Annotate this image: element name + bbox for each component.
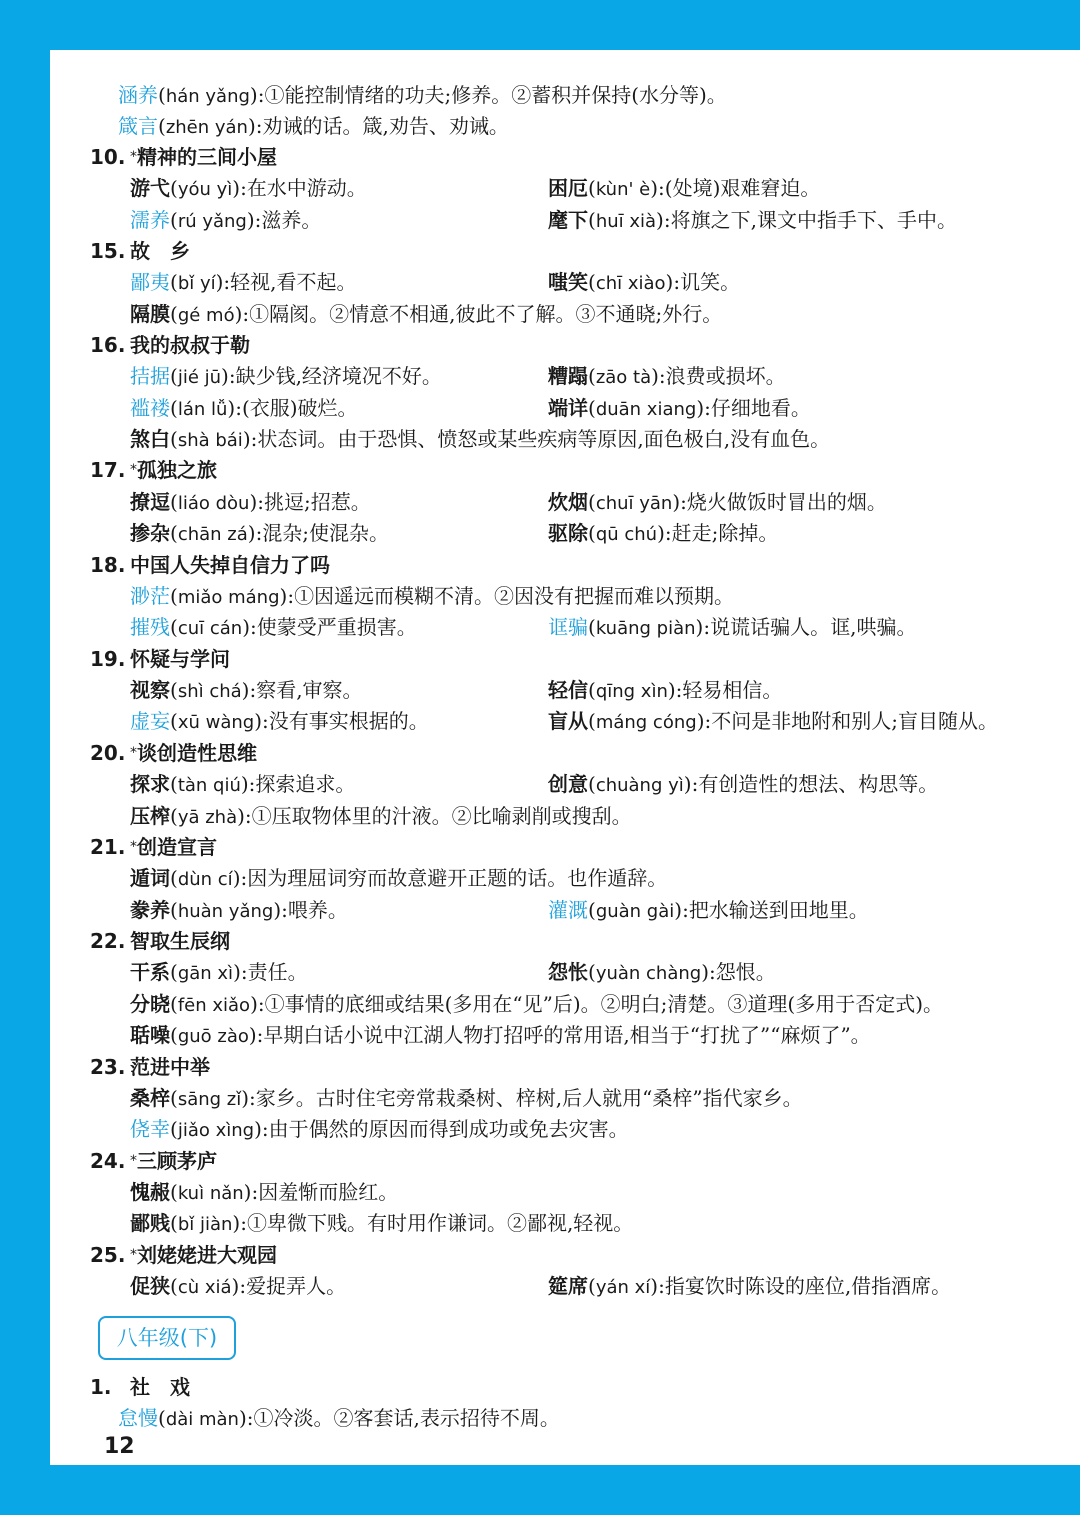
vocab-entry: 困厄(kùn' è):(处境)艰难窘迫。 [548,176,821,200]
lesson-number: 25. [90,1243,126,1267]
vocab-pinyin: qīng xìn [595,681,668,702]
vocab-definition: 滋养。 [261,208,322,232]
vocab-word: 侥幸 [130,1117,170,1141]
vocab-pinyin: yóu yì [177,179,233,200]
vocab-word: 遁词 [130,866,170,890]
lesson-title [90,455,217,486]
vocab-word: 嗤笑 [548,270,588,294]
vocab-pinyin: máng cóng [595,712,697,733]
self-study-mark: * [130,839,137,855]
lesson-number: 15. [90,239,126,263]
vocab-definition: ①能控制情绪的功夫;修养。②蓄积并保持(水分等)。 [264,83,727,107]
vocab-word: 促狭 [130,1274,170,1298]
vocab-entry: 愧赧(kuì nǎn):因羞惭而脸红。 [130,1180,399,1204]
lesson-title [90,1146,217,1177]
vocab-entry: 轻信(qīng xìn):轻易相信。 [548,678,783,702]
vocab-pinyin: yā zhà [177,807,238,828]
vocab-definition: 因羞惭而脸红。 [258,1180,399,1204]
vocab-definition: 不问是非地附和别人;盲目随从。 [711,709,998,733]
vocab-pinyin: huī xià [595,211,657,232]
vocab-entry: 诓骗(kuāng piàn):说谎话骗人。诓,哄骗。 [548,615,917,639]
vocab-pinyin: sāng zǐ [177,1089,242,1110]
vocab-definition: (衣服)破烂。 [241,396,358,420]
vocab-pinyin: miǎo máng [177,587,280,608]
vocab-definition: 责任。 [247,960,308,984]
vocab-definition: 爱捉弄人。 [246,1274,347,1298]
vocab-word: 濡养 [130,208,170,232]
lesson-name: 刘姥姥进大观园 [137,1243,277,1267]
vocab-word: 分晓 [130,992,170,1016]
vocab-entry: 干系(gān xì):责任。 [130,960,308,984]
vocab-definition: 喂养。 [287,898,348,922]
vocab-pinyin: cù xiá [177,1277,232,1298]
vocab-definition: 没有事实根据的。 [268,709,429,733]
vocab-entry: 端详(duān xiang):仔细地看。 [548,396,811,420]
lesson-name: 谈创造性思维 [137,741,257,765]
lesson-title [90,330,250,361]
vocab-pinyin: guàn gài [595,901,675,922]
lesson-number: 17. [90,458,126,482]
vocab-entry: 遁词(dùn cí):因为理屈词穷而故意避开正题的话。也作遁辞。 [130,866,668,890]
vocab-definition: 状态词。由于恐惧、愤怒或某些疾病等原因,面色极白,没有血色。 [257,427,831,451]
vocab-definition: 使蒙受严重损害。 [256,615,417,639]
vocab-pinyin: chuàng yì [595,775,684,796]
vocab-definition: 探索追求。 [255,772,356,796]
vocab-definition: 早期白话小说中江湖人物打招呼的常用语,相当于“打扰了”“麻烦了”。 [263,1023,871,1047]
vocab-word: 游弋 [130,176,170,200]
vocab-definition: 轻视,看不起。 [230,270,357,294]
vocab-entry: 豢养(huàn yǎng):喂养。 [130,898,348,922]
vocab-pinyin: chān zá [177,524,248,545]
vocab-pinyin: kùn' è [595,179,651,200]
vocab-entry: 掺杂(chān zá):混杂;使混杂。 [130,521,390,545]
vocab-pinyin: chī xiào [595,273,666,294]
vocab-word: 褴褛 [130,396,170,420]
vocab-entry: 探求(tàn qiú):探索追求。 [130,772,356,796]
self-study-mark: * [130,745,137,761]
vocab-definition: ①压取物体里的汁液。②比喻剥削或搜刮。 [251,804,632,828]
vocab-definition: 仔细地看。 [710,396,811,420]
vocab-entry: 麾下(huī xià):将旗之下,课文中指手下、手中。 [548,208,957,232]
vocab-entry: 压榨(yā zhà):①压取物体里的汁液。②比喻剥削或搜刮。 [130,804,632,828]
vocab-definition: 怨恨。 [715,960,776,984]
vocab-pinyin: kuì nǎn [177,1183,244,1204]
vocab-definition: 浪费或损坏。 [665,364,786,388]
vocab-entry: 隔膜(gé mó):①隔阂。②情意不相通,彼此不了解。③不通晓;外行。 [130,302,723,326]
lesson-number: 21. [90,835,126,859]
vocab-pinyin: xū wàng [177,712,255,733]
vocab-pinyin: bǐ yí [177,273,216,294]
lesson-name: 怀疑与学问 [130,647,230,671]
vocab-entry: 驱除(qū chú):赶走;除掉。 [548,521,779,545]
grade-section-label: 八年级(下) [98,1316,236,1360]
lesson-number: 22. [90,929,126,953]
vocab-pinyin: dùn cí [177,869,233,890]
vocab-entry: 怠慢(dài màn):①冷淡。②客套话,表示招待不周。 [118,1406,560,1430]
vocab-word: 鄙夷 [130,270,170,294]
vocab-pinyin: liáo dòu [177,493,250,514]
vocab-definition: ①事情的底细或结果(多用在“见”后)。②明白;清楚。③道理(多用于否定式)。 [264,992,944,1016]
vocab-definition: 混杂;使混杂。 [262,521,390,545]
vocab-word: 涵养 [118,83,158,107]
vocab-word: 干系 [130,960,170,984]
vocab-entry: 涵养(hán yǎng):①能控制情绪的功夫;修养。②蓄积并保持(水分等)。 [118,83,727,107]
vocab-word: 困厄 [548,176,588,200]
lesson-name: 精神的三间小屋 [137,145,277,169]
vocab-definition: 讥笑。 [680,270,741,294]
vocab-word: 创意 [548,772,588,796]
vocab-definition: 说谎话骗人。诓,哄骗。 [710,615,917,639]
vocab-definition: 劝诫的话。箴,劝告、劝诫。 [262,114,509,138]
vocab-pinyin: tàn qiú [177,775,241,796]
vocab-definition: 烧火做饭时冒出的烟。 [686,490,887,514]
vocab-word: 聒噪 [130,1023,170,1047]
lesson-title [90,1240,277,1271]
vocab-word: 撩逗 [130,490,170,514]
vocab-pinyin: hán yǎng [165,86,250,107]
vocab-word: 端详 [548,396,588,420]
lesson-name: 孤独之旅 [137,458,217,482]
vocab-pinyin: huàn yǎng [177,901,274,922]
vocab-pinyin: chuī yān [595,493,673,514]
vocab-pinyin: gé mó [177,305,235,326]
lesson-number: 19. [90,647,126,671]
vocab-definition: ①卑微下贱。有时用作谦词。②鄙视,轻视。 [246,1211,634,1235]
self-study-mark: * [130,1247,137,1263]
vocab-entry: 创意(chuàng yì):有创造性的想法、构思等。 [548,772,939,796]
vocab-word: 煞白 [130,427,170,451]
vocab-entry: 桑梓(sāng zǐ):家乡。古时住宅旁常栽桑树、梓树,后人就用“桑梓”指代家乡。 [130,1086,803,1110]
lesson-title [90,1372,190,1403]
vocab-pinyin: dài màn [165,1409,239,1430]
vocab-definition: 将旗之下,课文中指手下、手中。 [670,208,957,232]
vocab-word: 麾下 [548,208,588,232]
vocab-pinyin: lán lǚ [177,399,228,420]
self-study-mark: * [130,1153,137,1169]
vocab-word: 压榨 [130,804,170,828]
vocab-pinyin: jiǎo xìng [177,1120,255,1141]
vocab-entry: 侥幸(jiǎo xìng):由于偶然的原因而得到成功或免去灾害。 [130,1117,629,1141]
vocab-pinyin: guō zào [177,1026,249,1047]
vocab-definition: 有创造性的想法、构思等。 [698,772,939,796]
vocab-pinyin: bǐ jiàn [177,1214,233,1235]
vocab-word: 拮据 [130,364,170,388]
vocab-pinyin: duān xiang [595,399,697,420]
vocab-word: 摧残 [130,615,170,639]
vocab-entry: 褴褛(lán lǚ):(衣服)破烂。 [130,396,358,420]
vocab-pinyin: fēn xiǎo [177,995,251,1016]
vocab-entry: 分晓(fēn xiǎo):①事情的底细或结果(多用在“见”后)。②明白;清楚。③道理(多用于否定式)。 [130,992,944,1016]
vocab-entry: 盲从(máng cóng):不问是非地附和别人;盲目随从。 [548,709,998,733]
vocab-definition: 轻易相信。 [682,678,783,702]
vocab-definition: 在水中游动。 [246,176,367,200]
lesson-name: 范进中举 [130,1055,210,1079]
vocab-definition: 挑逗;招惹。 [263,490,371,514]
lesson-title [90,644,230,675]
vocab-entry: 视察(shì chá):察看,审察。 [130,678,363,702]
vocab-word: 探求 [130,772,170,796]
vocab-entry: 炊烟(chuī yān):烧火做饭时冒出的烟。 [548,490,887,514]
vocab-word: 诓骗 [548,615,588,639]
lesson-number: 20. [90,741,126,765]
vocab-word: 渺茫 [130,584,170,608]
lesson-name: 社 戏 [130,1375,190,1399]
vocab-entry: 游弋(yóu yì):在水中游动。 [130,176,367,200]
self-study-mark: * [130,149,137,165]
vocab-definition: 察看,审察。 [256,678,363,702]
vocab-definition: 由于偶然的原因而得到成功或免去灾害。 [268,1117,629,1141]
vocab-pinyin: yuàn chàng [595,963,702,984]
lesson-number: 10. [90,145,126,169]
vocab-entry: 箴言(zhēn yán):劝诫的话。箴,劝告、劝诫。 [118,114,509,138]
lesson-title [90,236,190,267]
vocab-pinyin: gān xì [177,963,234,984]
vocab-pinyin: shà bái [177,430,243,451]
vocab-entry: 筵席(yán xí):指宴饮时陈设的座位,借指酒席。 [548,1274,952,1298]
vocab-definition: 因为理屈词穷而故意避开正题的话。也作遁辞。 [247,866,668,890]
vocab-pinyin: shì chá [177,681,242,702]
vocab-word: 糟蹋 [548,364,588,388]
vocab-word: 轻信 [548,678,588,702]
lesson-number: 18. [90,553,126,577]
vocab-entry: 怨怅(yuàn chàng):怨恨。 [548,960,776,984]
vocab-word: 隔膜 [130,302,170,326]
vocab-word: 视察 [130,678,170,702]
vocab-word: 鄙贱 [130,1211,170,1235]
vocab-entry: 濡养(rú yǎng):滋养。 [130,208,322,232]
lesson-title [90,1052,210,1083]
vocab-entry: 摧残(cuī cán):使蒙受严重损害。 [130,615,417,639]
vocab-word: 筵席 [548,1274,588,1298]
vocab-word: 灌溉 [548,898,588,922]
vocab-entry: 糟蹋(zāo tà):浪费或损坏。 [548,364,786,388]
vocab-word: 桑梓 [130,1086,170,1110]
vocab-entry: 鄙夷(bǐ yí):轻视,看不起。 [130,270,357,294]
lesson-number: 16. [90,333,126,357]
vocab-word: 豢养 [130,898,170,922]
vocab-entry: 撩逗(liáo dòu):挑逗;招惹。 [130,490,371,514]
lesson-name: 故 乡 [130,239,190,263]
vocab-pinyin: yán xí [595,1277,651,1298]
vocab-definition: 家乡。古时住宅旁常栽桑树、梓树,后人就用“桑梓”指代家乡。 [255,1086,803,1110]
vocab-definition: 把水输送到田地里。 [688,898,869,922]
lesson-number: 23. [90,1055,126,1079]
vocab-pinyin: kuāng piàn [595,618,696,639]
lesson-name: 智取生辰纲 [130,929,230,953]
vocab-definition: ①因遥远而模糊不清。②因没有把握而难以预期。 [294,584,735,608]
vocab-pinyin: rú yǎng [177,211,247,232]
vocab-word: 虚妄 [130,709,170,733]
lesson-title [90,550,330,581]
vocab-pinyin: jié jū [177,367,222,388]
vocab-word: 愧赧 [130,1180,170,1204]
vocab-definition: (处境)艰难窘迫。 [664,176,821,200]
vocab-entry: 嗤笑(chī xiào):讥笑。 [548,270,741,294]
vocab-word: 炊烟 [548,490,588,514]
lesson-name: 中国人失掉自信力了吗 [130,553,330,577]
vocab-pinyin: zhēn yán [165,117,248,138]
vocab-word: 怨怅 [548,960,588,984]
vocab-definition: ①隔阂。②情意不相通,彼此不了解。③不通晓;外行。 [249,302,723,326]
vocab-definition: 缺少钱,经济境况不好。 [235,364,442,388]
vocab-word: 箴言 [118,114,158,138]
vocab-entry: 鄙贱(bǐ jiàn):①卑微下贱。有时用作谦词。②鄙视,轻视。 [130,1211,634,1235]
vocab-pinyin: qū chú [595,524,658,545]
lesson-title [90,738,257,769]
vocab-entry: 拮据(jié jū):缺少钱,经济境况不好。 [130,364,442,388]
vocab-word: 掺杂 [130,521,170,545]
lesson-number: 24. [90,1149,126,1173]
vocab-definition: 指宴饮时陈设的座位,借指酒席。 [664,1274,952,1298]
lesson-title [90,142,277,173]
vocab-definition: ①冷淡。②客套话,表示招待不周。 [253,1406,560,1430]
vocab-entry: 灌溉(guàn gài):把水输送到田地里。 [548,898,869,922]
lesson-name: 我的叔叔于勒 [130,333,250,357]
vocab-word: 驱除 [548,521,588,545]
vocab-entry: 促狭(cù xiá):爱捉弄人。 [130,1274,347,1298]
vocab-word: 盲从 [548,709,588,733]
lesson-number: 1. [90,1375,112,1399]
vocab-word: 怠慢 [118,1406,158,1430]
vocab-entry: 煞白(shà bái):状态词。由于恐惧、愤怒或某些疾病等原因,面色极白,没有血色。 [130,427,831,451]
page-number: 12 [104,1434,135,1459]
lesson-title [90,926,230,957]
self-study-mark: * [130,462,137,478]
lesson-name: 创造宣言 [137,835,217,859]
vocab-entry: 聒噪(guō zào):早期白话小说中江湖人物打招呼的常用语,相当于“打扰了”“麻烦了”。 [130,1023,871,1047]
vocab-entry: 渺茫(miǎo máng):①因遥远而模糊不清。②因没有把握而难以预期。 [130,584,735,608]
lesson-name: 三顾茅庐 [137,1149,217,1173]
vocab-pinyin: cuī cán [177,618,243,639]
vocab-definition: 赶走;除掉。 [671,521,779,545]
vocab-pinyin: zāo tà [595,367,652,388]
vocab-entry: 虚妄(xū wàng):没有事实根据的。 [130,709,429,733]
lesson-title [90,832,217,863]
